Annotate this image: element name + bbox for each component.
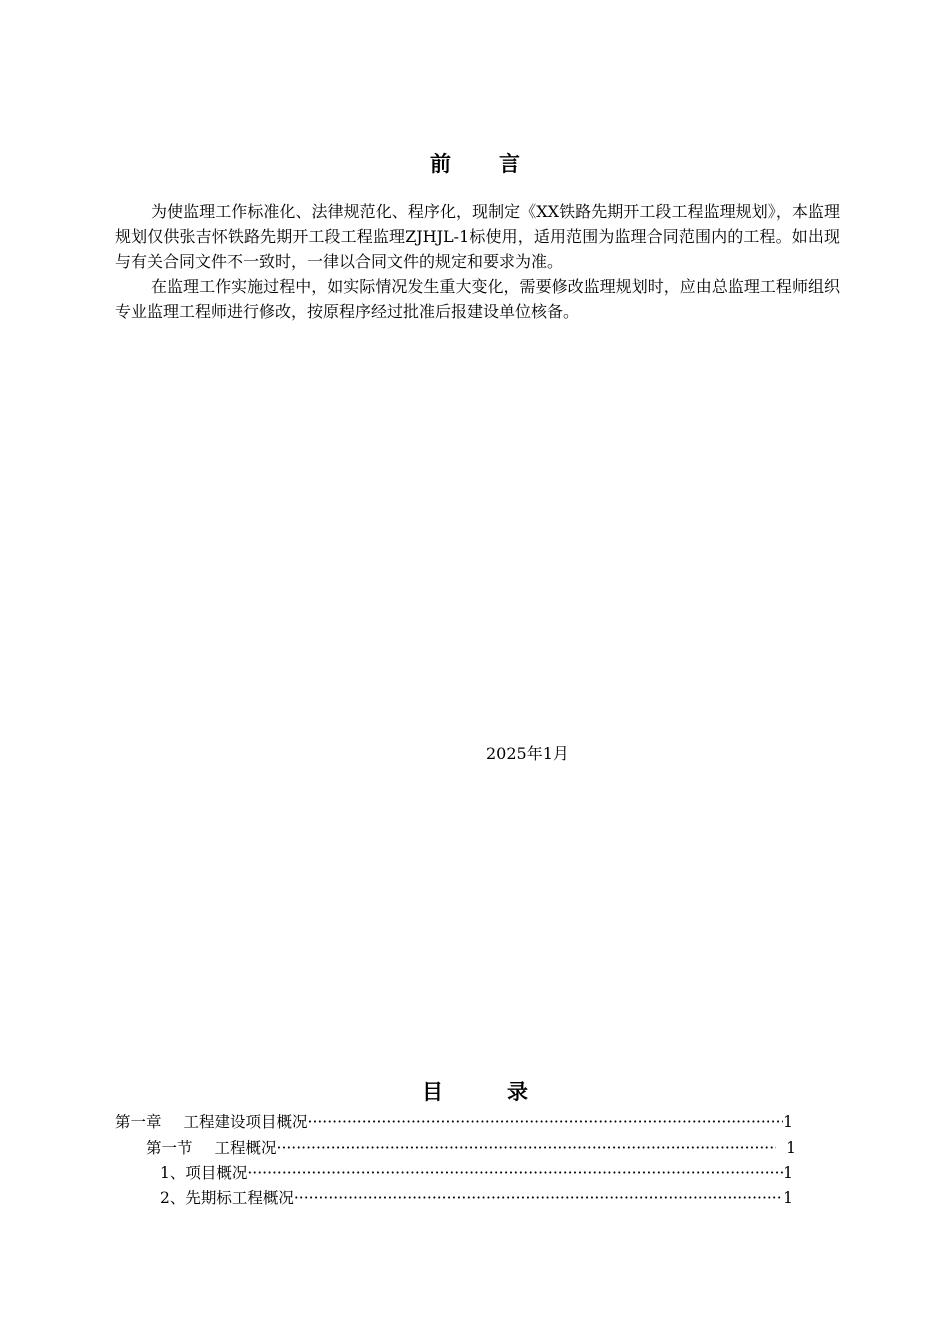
preface-body [115, 199, 840, 324]
toc-entry-page: 1 [783, 1164, 793, 1182]
toc-leader-dots [247, 1161, 783, 1186]
toc-entry-prefix: 第一章 [115, 1113, 162, 1131]
toc-title-char-2: 录 [507, 1079, 528, 1104]
toc-entry-label: 2、先期标工程概况 [160, 1189, 294, 1207]
toc-entry-page: 1 [783, 1113, 793, 1131]
toc-title [0, 1076, 950, 1106]
toc-entry-chapter-1[interactable] [115, 1110, 793, 1135]
toc-entry-label: 工程概况 [214, 1139, 277, 1157]
toc-entry-page: 1 [786, 1139, 796, 1157]
toc-entry-item-2[interactable] [160, 1186, 793, 1211]
toc-leader-dots [277, 1136, 777, 1161]
toc-title-char-1: 目 [422, 1079, 443, 1104]
document-date: 2025年1月 [486, 744, 569, 763]
toc-entry-item-1[interactable] [160, 1161, 793, 1186]
preface-title [0, 148, 950, 178]
preface-paragraph-1: 为使监理工作标准化、法律规范化、程序化，现制定《XX铁路先期开工段工程监理规划》，本监理规划仅供张吉怀铁路先期开工段工程监理ZJHJL-1标使用，适用范围为监理合同范围内的工程。如出现与有关合同文件不一致时，一律以合同文件的规定和要求为准。 [115, 202, 840, 271]
preface-title-char-1: 前 [430, 151, 451, 176]
toc-entry-section-1[interactable] [146, 1136, 796, 1161]
toc-entry-label: 工程建设项目概况 [183, 1113, 308, 1131]
toc-entry-label: 1、项目概况 [160, 1164, 248, 1182]
preface-paragraph-2: 在监理工作实施过程中，如实际情况发生重大变化，需要修改监理规划时，应由总监理工程师组织专业监理工程师进行修改，按原程序经过批准后报建设单位核备。 [115, 277, 840, 321]
toc-entry-page: 1 [783, 1189, 793, 1207]
preface-title-char-2: 言 [499, 151, 520, 176]
toc-leader-dots [294, 1186, 783, 1211]
toc-leader-dots [308, 1110, 784, 1135]
toc-entry-prefix: 第一节 [146, 1139, 193, 1157]
